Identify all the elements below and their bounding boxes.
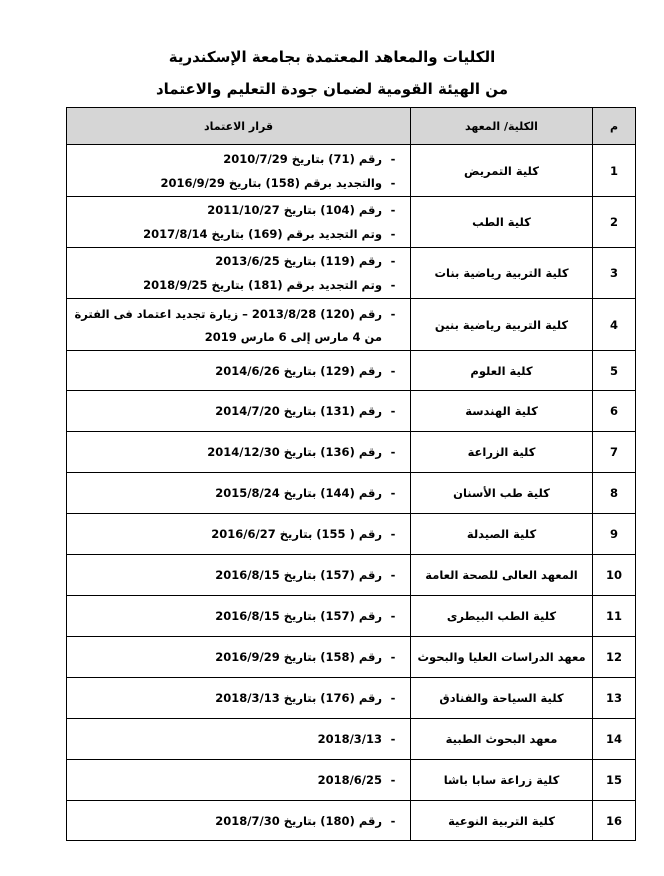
decision-line	[71, 147, 404, 171]
decision-line	[71, 440, 404, 464]
row-number: 8	[593, 473, 636, 514]
bullet-dash: -	[390, 527, 396, 541]
row-number: 7	[593, 432, 636, 473]
decision-cell	[67, 473, 411, 514]
decision-text: رقم (104) بتاريخ 2011/10/27	[207, 203, 382, 217]
decision-line	[71, 768, 404, 792]
table-row	[67, 719, 636, 760]
decision-text: رقم (119) بتاريخ 2013/6/25	[215, 254, 382, 268]
bullet-dash: -	[390, 813, 396, 828]
decision-text: رقم ( 155) بتاريخ 2016/6/27	[211, 527, 382, 541]
decision-line	[71, 481, 404, 505]
institution-name: كلية الطب	[411, 197, 593, 248]
decision-cell	[67, 555, 411, 596]
decision-cell	[67, 197, 411, 248]
row-number: 13	[593, 678, 636, 719]
table-row	[67, 351, 636, 391]
table-row	[67, 473, 636, 514]
decision-cell	[67, 596, 411, 637]
bullet-dash: -	[390, 609, 396, 623]
institution-name: كلية الهندسة	[411, 391, 593, 432]
row-number: 12	[593, 637, 636, 678]
decision-cell	[67, 801, 411, 841]
table-row	[67, 514, 636, 555]
institution-name: كلية العلوم	[411, 351, 593, 391]
row-number: 10	[593, 555, 636, 596]
bullet-dash: -	[390, 486, 396, 500]
decision-cell	[67, 351, 411, 391]
institution-name: كلية الصيدلة	[411, 514, 593, 555]
bullet-dash: -	[390, 254, 396, 268]
table-row	[67, 678, 636, 719]
bullet-dash: -	[390, 691, 396, 705]
page-subtitle: من الهيئة القومية لضمان جودة التعليم والاعتماد	[155, 80, 509, 98]
column-header-decision: قرار الاعتماد	[67, 108, 411, 145]
table-row	[67, 555, 636, 596]
row-number: 5	[593, 351, 636, 391]
bullet-dash: -	[390, 732, 396, 746]
decision-line	[71, 273, 404, 297]
decision-text: رقم (157) بتاريخ 2016/8/15	[215, 568, 382, 582]
row-number: 4	[593, 299, 636, 351]
decision-line	[71, 522, 404, 546]
decision-cell	[67, 514, 411, 555]
decision-cell	[67, 248, 411, 299]
table-row	[67, 596, 636, 637]
bullet-dash: -	[390, 404, 396, 418]
column-header-institution: الكلية/ المعهد	[411, 108, 593, 145]
table-row	[67, 299, 636, 351]
table-body	[67, 145, 636, 841]
row-number: 14	[593, 719, 636, 760]
decision-line	[71, 686, 404, 710]
bullet-dash: -	[390, 278, 396, 292]
table-row	[67, 145, 636, 197]
table-row	[67, 197, 636, 248]
institution-name: معهد البحوث الطبية	[411, 719, 593, 760]
bullet-dash: -	[390, 445, 396, 459]
table-row	[67, 801, 636, 841]
bullet-dash: -	[390, 227, 396, 241]
decision-text: 2018/3/13	[317, 732, 382, 746]
decision-text: رقم (129) بتاريخ 2014/6/26	[215, 363, 382, 378]
decision-line	[71, 249, 404, 273]
decision-cell	[67, 391, 411, 432]
row-number: 1	[593, 145, 636, 197]
page-title: الكليات والمعاهد المعتمدة بجامعة الإسكندرية	[168, 48, 496, 66]
row-number: 16	[593, 801, 636, 841]
row-number: 11	[593, 596, 636, 637]
decision-text: رقم (120) 2013/8/28 – زيارة تجديد اعتماد فى الفترة	[74, 306, 382, 321]
decision-text: رقم (71) بتاريخ 2010/7/29	[223, 151, 382, 166]
bullet-dash: -	[390, 650, 396, 664]
decision-line	[71, 563, 404, 587]
decision-line	[71, 302, 404, 326]
decision-text: رقم (158) بتاريخ 2016/9/29	[215, 650, 382, 664]
institution-name: كلية التربية النوعية	[411, 801, 593, 841]
bullet-dash: -	[390, 773, 396, 787]
institution-name: كلية التربية رياضية بنات	[411, 248, 593, 299]
decision-text: رقم (136) بتاريخ 2014/12/30	[207, 445, 382, 459]
decision-text: وتم التجديد برقم (169) بتاريخ 2017/8/14	[143, 227, 382, 241]
institution-name: كلية زراعة سابا باشا	[411, 760, 593, 801]
decision-line	[71, 604, 404, 628]
row-number: 2	[593, 197, 636, 248]
decision-line	[71, 645, 404, 669]
table-row	[67, 391, 636, 432]
decision-line	[71, 198, 404, 222]
decision-cell	[67, 678, 411, 719]
row-number: 9	[593, 514, 636, 555]
institution-name: كلية التمريض	[411, 145, 593, 197]
decision-cell	[67, 637, 411, 678]
bullet-dash: -	[390, 151, 396, 166]
table-row	[67, 432, 636, 473]
institution-name: كلية الطب البيطرى	[411, 596, 593, 637]
decision-cell	[67, 299, 411, 351]
decision-continuation: من 4 مارس إلى 6 مارس 2019	[204, 329, 382, 344]
decision-text: رقم (144) بتاريخ 2015/8/24	[215, 486, 382, 500]
decision-cell	[67, 145, 411, 197]
decision-line	[71, 809, 404, 833]
decision-text: رقم (180) بتاريخ 2018/7/30	[215, 813, 382, 828]
institution-name: كلية الزراعة	[411, 432, 593, 473]
table-header-row	[67, 108, 636, 145]
decision-text: رقم (157) بتاريخ 2016/8/15	[215, 609, 382, 623]
row-number: 15	[593, 760, 636, 801]
table-row	[67, 760, 636, 801]
decision-cell	[67, 719, 411, 760]
institution-name: كلية التربية رياضية بنين	[411, 299, 593, 351]
accreditation-table	[66, 107, 636, 841]
institution-name: المعهد العالى للصحة العامة	[411, 555, 593, 596]
bullet-dash: -	[390, 175, 396, 190]
decision-text: 2018/6/25	[317, 773, 382, 787]
decision-line	[71, 222, 404, 246]
decision-text: رقم (131) بتاريخ 2014/7/20	[215, 404, 382, 418]
decision-line	[71, 727, 404, 751]
institution-name: كلية السياحة والفنادق	[411, 678, 593, 719]
decision-cell	[67, 432, 411, 473]
decision-line	[71, 359, 404, 383]
decision-cell	[67, 760, 411, 801]
decision-line	[71, 171, 404, 195]
decision-text: وتم التجديد برقم (181) بتاريخ 2018/9/25	[143, 278, 382, 292]
decision-text: رقم (176) بتاريخ 2018/3/13	[215, 691, 382, 705]
row-number: 6	[593, 391, 636, 432]
column-header-number: م	[593, 108, 636, 145]
bullet-dash: -	[390, 363, 396, 378]
bullet-dash: -	[390, 203, 396, 217]
decision-text: والتجديد برقم (158) بتاريخ 2016/9/29	[160, 175, 382, 190]
bullet-dash: -	[390, 568, 396, 582]
bullet-dash: -	[390, 306, 396, 321]
decision-line	[71, 399, 404, 423]
table-row	[67, 637, 636, 678]
institution-name: معهد الدراسات العليا والبحوث	[411, 637, 593, 678]
row-number: 3	[593, 248, 636, 299]
institution-name: كلية طب الأسنان	[411, 473, 593, 514]
table-row	[67, 248, 636, 299]
